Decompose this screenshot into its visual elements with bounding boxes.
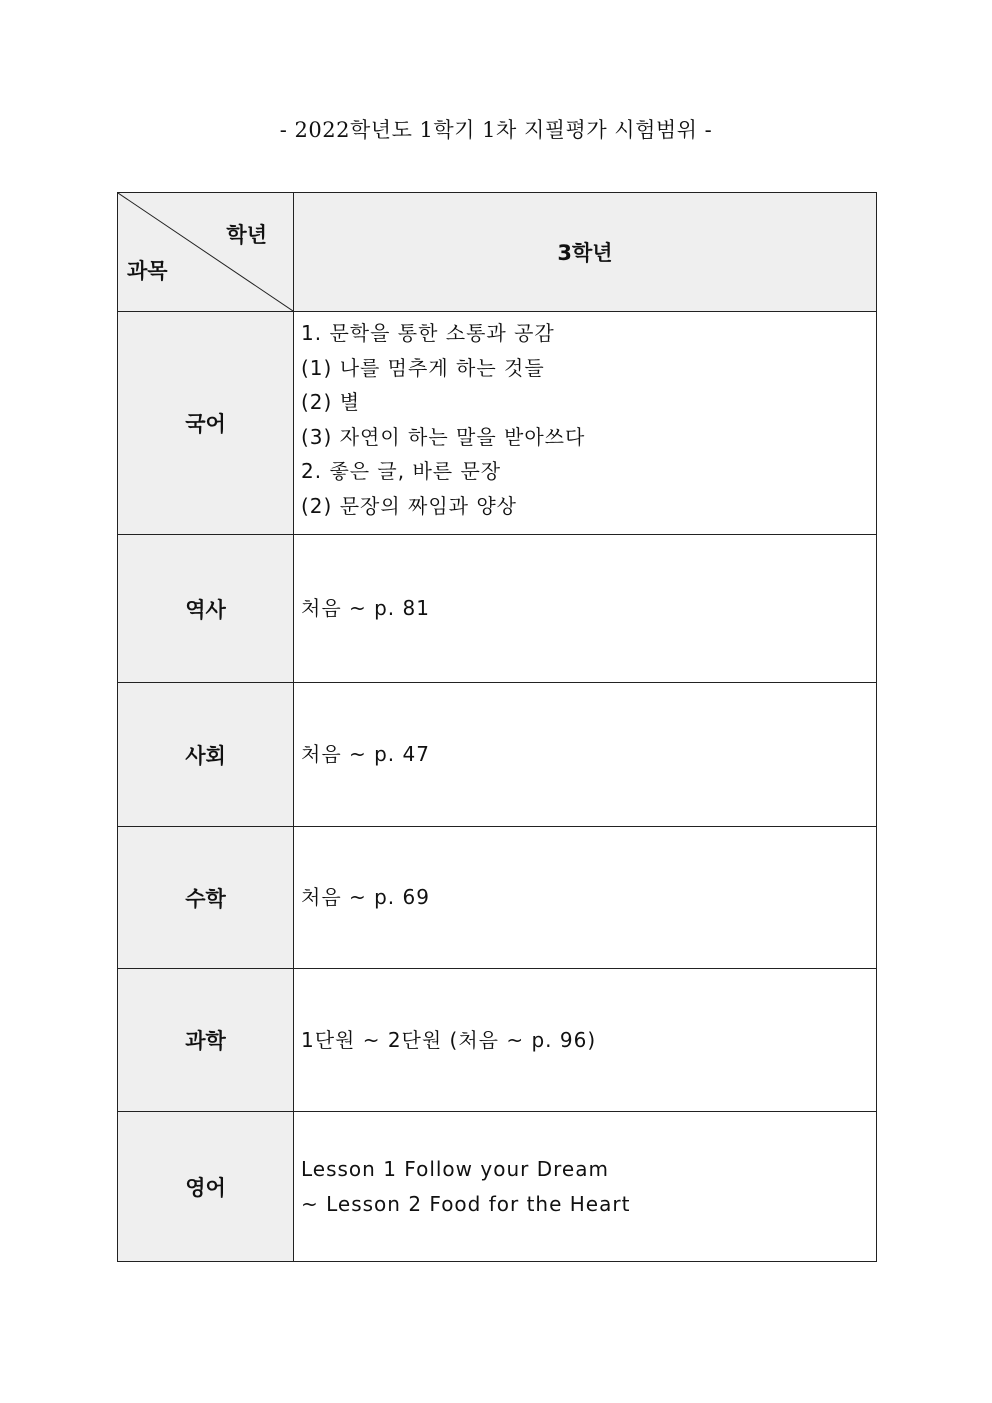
- range-line: Lesson 1 Follow your Dream: [301, 1157, 609, 1181]
- subject-cell: 역사: [118, 535, 294, 683]
- range-line: 처음 ~ p. 69: [301, 885, 430, 910]
- range-cell: [294, 1112, 877, 1262]
- subject-axis-label: 과목: [127, 259, 168, 283]
- range-cell: [294, 683, 877, 827]
- range-line: 1. 문학을 통한 소통과 공감: [301, 321, 555, 345]
- subject-cell: 사회: [118, 683, 294, 827]
- exam-range-table: [117, 192, 877, 1262]
- range-line: (1) 나를 멈추게 하는 것들: [301, 355, 545, 380]
- range-cell: [294, 827, 877, 969]
- diagonal-header-cell: [118, 193, 294, 312]
- range-line: 처음 ~ p. 47: [301, 742, 430, 767]
- table-row: [118, 683, 877, 827]
- grade-axis-label: 학년: [226, 223, 267, 247]
- range-line: (2) 별: [301, 390, 361, 414]
- table-header-row: [118, 193, 877, 312]
- subject-cell: 수학: [118, 827, 294, 969]
- range-line: (2) 문장의 짜임과 양상: [301, 493, 517, 518]
- range-cell: [294, 535, 877, 683]
- diagonal-divider-line: [118, 193, 293, 311]
- document-title: - 2022학년도 1학기 1차 지필평가 시험범위 -: [279, 118, 713, 142]
- table-row: [118, 1112, 877, 1262]
- table-row: [118, 535, 877, 683]
- range-cell: [294, 969, 877, 1112]
- subject-cell: 국어: [118, 312, 294, 535]
- subject-cell: 영어: [118, 1112, 294, 1262]
- range-line: 1단원 ~ 2단원 (처음 ~ p. 96): [301, 1027, 597, 1052]
- range-line: ~ Lesson 2 Food for the Heart: [301, 1191, 631, 1216]
- table-row: [118, 827, 877, 969]
- range-line: (3) 자연이 하는 말을 받아쓰다: [301, 424, 586, 449]
- subject-cell: 과학: [118, 969, 294, 1112]
- grade-column-header: 3학년: [294, 193, 877, 312]
- table-row: [118, 969, 877, 1112]
- range-cell: [294, 312, 877, 535]
- table-row: [118, 312, 877, 535]
- range-line: 처음 ~ p. 81: [301, 596, 430, 621]
- range-line: 2. 좋은 글, 바른 문장: [301, 459, 502, 483]
